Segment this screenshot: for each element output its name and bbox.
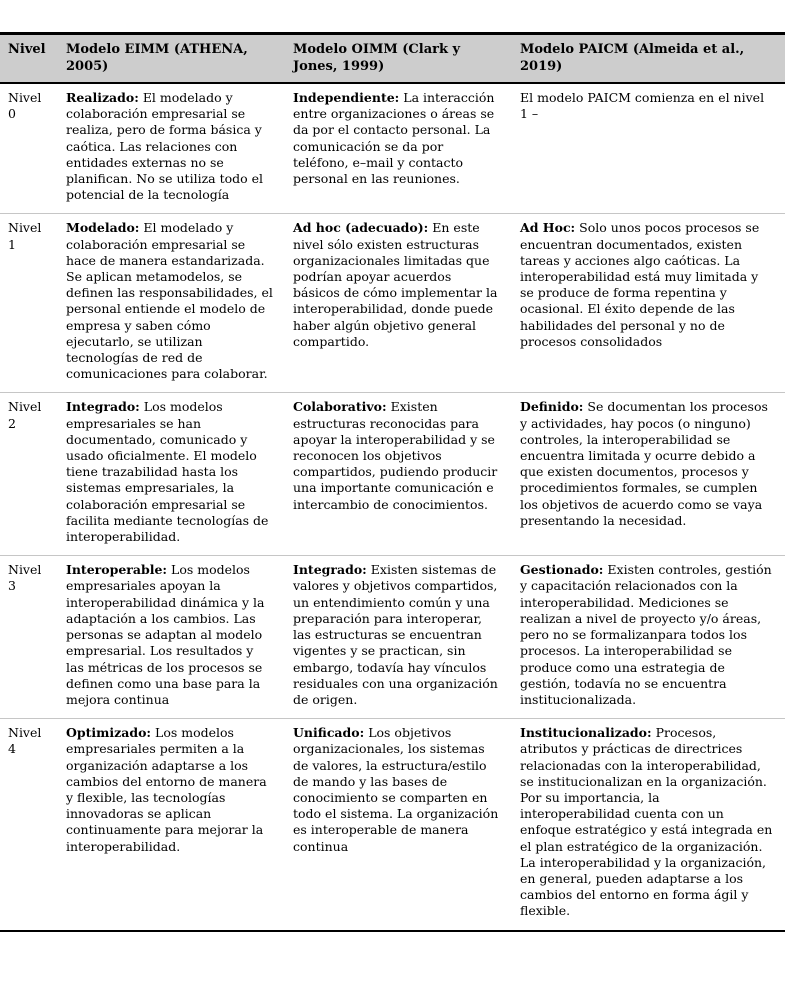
level-description: Existen estructuras reconocidas para apoyar la interoperabilidad y se reconocen los objetivos compartidos, pudiendo producir una importante comunicación e intercambio de conocimientos. <box>293 399 498 512</box>
level-description: Existen controles, gestión y capacitación relacionados con la interoperabilidad. Mediciones se realizan a nivel de proyecto y/o áreas, pero no se formalizanpara todos los procesos. La interoperabilidad se produce como una estrategia de gestión, todavía no se encuentra institucionalizada. <box>520 562 772 707</box>
col-header-nivel: Nivel <box>0 34 58 84</box>
level-description: Solo unos pocos procesos se encuentran documentados, existen tareas y acciones algo caóticas. La interoperabilidad está muy limitada y se produce de forma repentina y ocasional. El éxito depende de las habilidades del personal y no de procesos consolidados <box>520 220 760 349</box>
oimm-cell <box>285 556 512 719</box>
level-description: Se documentan los procesos y actividades, hay pocos (o ninguno) controles, la interoperabilidad se encuentra limitada y ocurre debido a que existen documentos, procesos y procedimientos formales, se cumplen los objetivos de acuerdo como se vaya presentando la necesidad. <box>520 399 768 528</box>
paicm-cell <box>512 556 785 719</box>
table-row <box>0 393 785 556</box>
eimm-cell <box>58 393 285 556</box>
level-term: Realizado: <box>66 90 139 105</box>
level-term: Optimizado: <box>66 725 152 741</box>
level-cell: Nivel 2 <box>0 393 58 556</box>
paicm-cell <box>512 83 785 214</box>
header-row <box>0 34 785 84</box>
oimm-cell <box>285 83 512 214</box>
level-cell: Nivel 3 <box>0 556 58 719</box>
level-term: Ad Hoc: <box>520 220 576 236</box>
level-term: Unificado: <box>293 725 365 741</box>
level-term: Definido: <box>520 399 584 415</box>
level-description: La interacción entre organizaciones o áreas se da por el contacto personal. La comunicación se da por teléfono, e–mail y contacto personal en las reuniones. <box>293 90 495 187</box>
table-row <box>0 214 785 393</box>
level-term: Integrado: <box>293 562 367 578</box>
level-description: Existen sistemas de valores y objetivos compartidos, un entendimiento común y una preparación para interoperar, las estructuras se encuentran vigentes y se practican, sin embargo, todavía hay vínculos residuales con una organización de origen. <box>293 562 498 707</box>
oimm-cell <box>285 393 512 556</box>
col-header-paicm: Modelo PAICM (Almeida et al., 2019) <box>512 34 785 84</box>
level-description: Los objetivos organizacionales, los sistemas de valores, la estructura/estilo de mando y las bases de conocimiento se comparten en todo el sistema. La organización es interoperable de manera continua <box>293 725 499 854</box>
paicm-cell <box>512 214 785 393</box>
level-description: Los modelos empresariales apoyan la interoperabilidad dinámica y la adaptación a los cambios. Las personas se adaptan al modelo empresarial. Los resultados y las métricas de los procesos se definen como una base para la mejora continua <box>66 562 265 707</box>
table-header <box>0 34 785 84</box>
eimm-cell <box>58 719 285 931</box>
level-term: Gestionado: <box>520 562 604 578</box>
level-description: El modelo PAICM comienza en el nivel 1 – <box>520 90 765 122</box>
col-header-oimm: Modelo OIMM (Clark y Jones, 1999) <box>285 34 512 84</box>
level-cell: Nivel 0 <box>8 90 42 122</box>
level-description: El modelado y colaboración empresarial se realiza, pero de forma básica y caótica. Las relaciones con entidades externas no se planifican. No se utiliza todo el potencial de la tecnología <box>66 90 264 203</box>
level-description: Los modelos empresariales permiten a la organización adaptarse a los cambios del entorno de manera y flexible, las tecnologías innovadoras se aplican continuamente para mejorar la interoperabilidad. <box>66 725 267 854</box>
eimm-cell <box>58 556 285 719</box>
paicm-cell <box>512 393 785 556</box>
oimm-cell <box>285 214 512 393</box>
level-term: Ad hoc (adecuado): <box>293 220 429 236</box>
level-description: El modelado y colaboración empresarial se hace de manera estandarizada. Se aplican metamodelos, se definen las responsabilidades, el personal entiende el modelo de empresa y saben cómo ejecutarlo, se utilizan tecnologías de red de comunicaciones para colaborar. <box>66 220 273 382</box>
col-header-eimm: Modelo EIMM (ATHENA, 2005) <box>58 34 285 84</box>
level-description: En este nivel sólo existen estructuras organizacionales limitadas que podrían apoyar acuerdos básicos de cómo implementar la interoperabilidad, donde puede haber algún objetivo general compartido. <box>293 220 498 349</box>
level-term: Modelado: <box>66 220 140 236</box>
table-row <box>0 83 785 214</box>
oimm-cell <box>285 719 512 931</box>
level-description: Los modelos empresariales se han documentado, comunicado y usado oficialmente. El modelo tiene trazabilidad hasta los sistemas empresariales, la colaboración empresarial se facilita mediante tecnologías de interoperabilidad. <box>66 399 269 545</box>
level-cell: Nivel 4 <box>0 719 58 931</box>
table-row <box>0 719 785 931</box>
paicm-cell <box>512 719 785 931</box>
maturity-models-table <box>0 32 785 932</box>
level-cell: Nivel 1 <box>0 214 58 393</box>
level-term: Colaborativo: <box>293 399 387 415</box>
level-term: Institucionalizado: <box>520 725 652 741</box>
table-row <box>0 556 785 719</box>
eimm-cell <box>58 214 285 393</box>
level-term: Interoperable: <box>66 562 168 578</box>
level-term: Independiente: <box>293 90 400 105</box>
level-term: Integrado: <box>66 399 140 415</box>
eimm-cell <box>58 83 285 214</box>
level-description: Procesos, atributos y prácticas de directrices relacionadas con la interoperabilidad, se institucionalizan en la organización. Por su importancia, la interoperabilidad cuenta con un enfoque estratégico y está integrada en el plan estratégico de la organización. La interoperabilidad y la organización, en general, pueden adaptarse a los cambios del entorno en forma ágil y flexible. <box>520 725 773 919</box>
